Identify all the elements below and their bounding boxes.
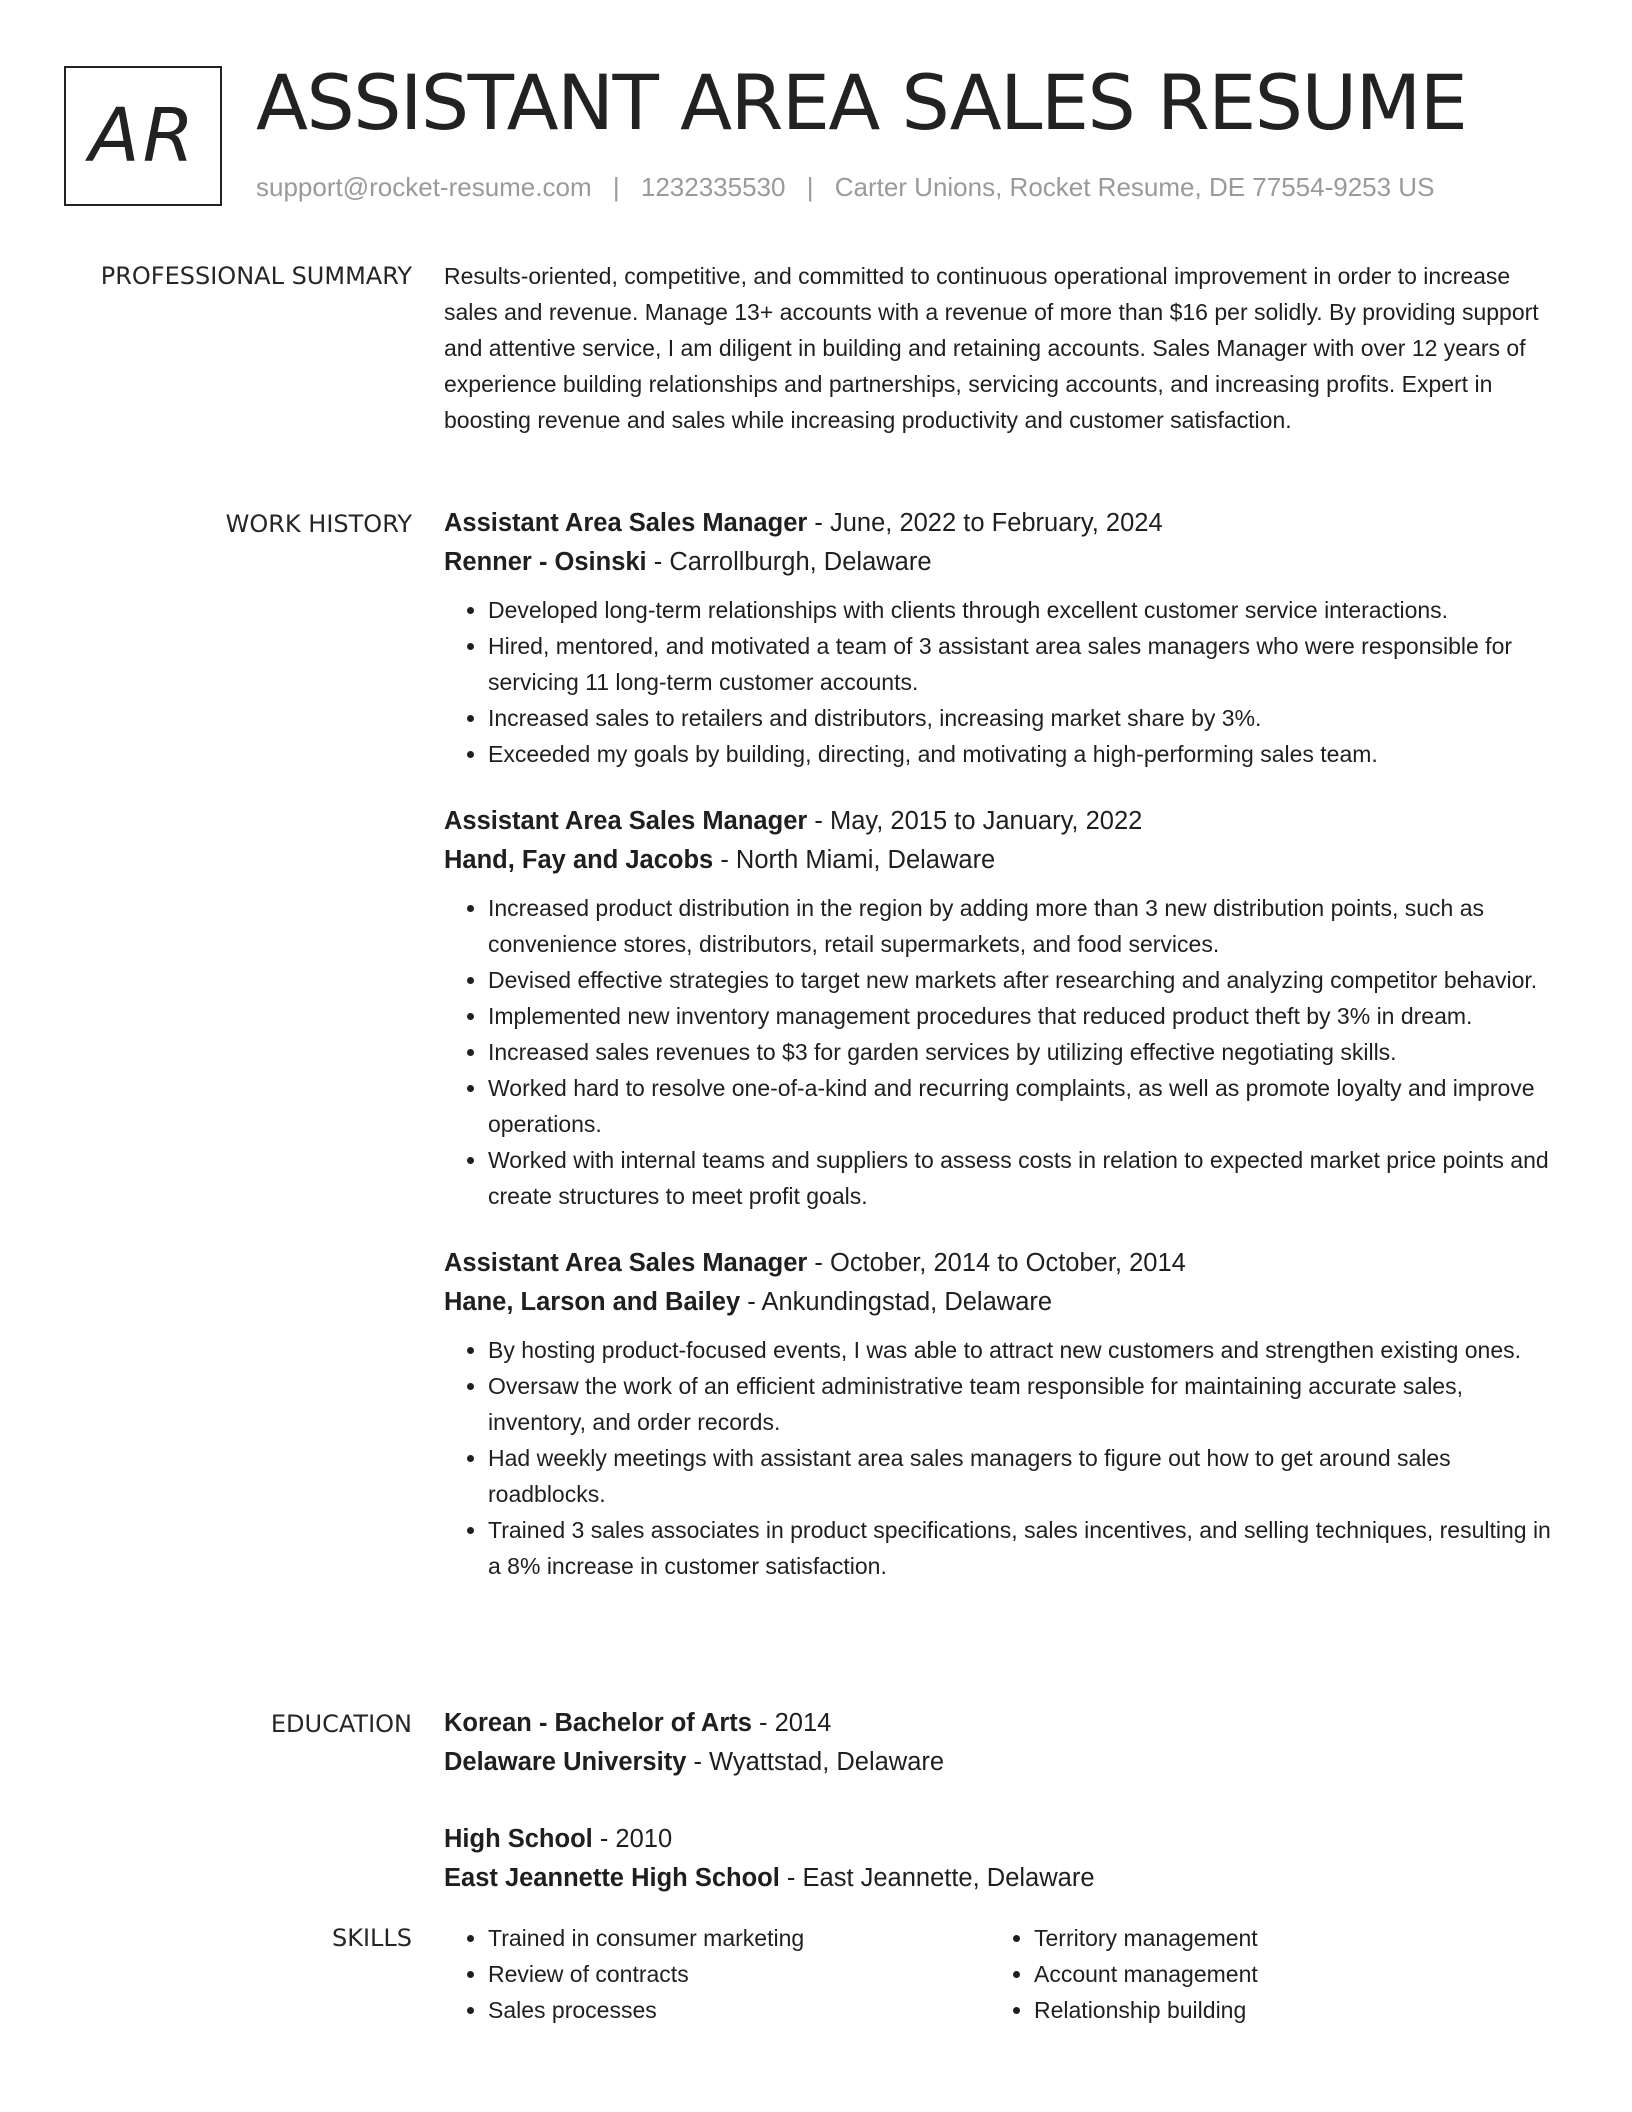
- job-role: Assistant Area Sales Manager: [444, 1249, 808, 1277]
- education-location: - Wyattstad, Delaware: [693, 1748, 945, 1776]
- job-role: Assistant Area Sales Manager: [444, 807, 808, 835]
- job-company-line: [444, 841, 1554, 880]
- job-bullet: • Oversaw the work of an efficient administrative team responsible for maintaining accurate sales, inventory, and order records.: [488, 1368, 1554, 1440]
- job-entry: [444, 802, 1554, 1214]
- education-school: East Jeannette High School: [444, 1864, 780, 1892]
- monogram-box: [64, 66, 222, 206]
- education-degree-line: [444, 1820, 1554, 1859]
- contact-separator: |: [612, 172, 620, 202]
- resume-title: ASSISTANT AREA SALES RESUME: [256, 58, 1467, 147]
- job-bullet: • Devised effective strategies to target new markets after researching and analyzing competitor behavior.: [488, 962, 1554, 998]
- contact-phone: 1232335530: [640, 172, 786, 202]
- job-bullet: • Worked with internal teams and suppliers to assess costs in relation to expected market price points and create structures to meet profit goals.: [488, 1142, 1554, 1214]
- job-location: - North Miami, Delaware: [720, 846, 996, 874]
- job-bullet: • Increased sales to retailers and distributors, increasing market share by 3%.: [488, 700, 1554, 736]
- job-company: Hane, Larson and Bailey: [444, 1288, 741, 1316]
- job-role: Assistant Area Sales Manager: [444, 509, 808, 537]
- job-company: Renner - Osinski: [444, 548, 647, 576]
- education-year: - 2010: [599, 1825, 673, 1853]
- section-title-summary: PROFESSIONAL SUMMARY: [100, 262, 412, 290]
- job-location: - Ankundingstad, Delaware: [747, 1288, 1053, 1316]
- skill-item: • Account management: [1034, 1956, 1536, 1992]
- job-bullet: • Had weekly meetings with assistant area sales managers to figure out how to get around sales roadblocks.: [488, 1440, 1554, 1512]
- contact-address: Carter Unions, Rocket Resume, DE 77554-9253 US: [834, 172, 1435, 202]
- skills-column-left: [444, 1920, 990, 2028]
- job-bullet: • Hired, mentored, and motivated a team of 3 assistant area sales managers who were responsible for servicing 11 long-term customer accounts.: [488, 628, 1554, 700]
- section-title-work-history: WORK HISTORY: [225, 510, 412, 538]
- job-bullets: [444, 1332, 1554, 1584]
- skill-item: • Sales processes: [488, 1992, 990, 2028]
- job-bullet: • Increased product distribution in the region by adding more than 3 new distribution points, such as convenience stores, distributors, retail supermarkets, and food services.: [488, 890, 1554, 962]
- skill-item: • Relationship building: [1034, 1992, 1536, 2028]
- contact-separator: |: [806, 172, 814, 202]
- contact-email: support@rocket-resume.com: [256, 172, 592, 202]
- work-history-content: [444, 504, 1554, 1614]
- education-school-line: [444, 1859, 1554, 1898]
- education-content: [444, 1704, 1554, 1936]
- job-bullet: • Increased sales revenues to $3 for garden services by utilizing effective negotiating skills.: [488, 1034, 1554, 1070]
- education-degree: Korean - Bachelor of Arts: [444, 1709, 752, 1737]
- job-bullet: • Worked hard to resolve one-of-a-kind and recurring complaints, as well as promote loyalty and improve operations.: [488, 1070, 1554, 1142]
- summary-text: Results-oriented, competitive, and committed to continuous operational improvement in order to increase sales and revenue. Manage 13+ accounts with a revenue of more than $16 per solidly. By providing support and attentive service, I am diligent in building and retaining accounts. Sales Manager with over 12 years of experience building relationships and partnerships, servicing accounts, and increasing profits. Expert in boosting revenue and sales while increasing productivity and customer satisfaction.: [444, 263, 1539, 433]
- section-title-education: EDUCATION: [270, 1710, 412, 1738]
- job-dates: - May, 2015 to January, 2022: [814, 807, 1143, 835]
- job-bullets: [444, 592, 1554, 772]
- education-school-line: [444, 1743, 1554, 1782]
- education-location: - East Jeannette, Delaware: [786, 1864, 1095, 1892]
- job-company: Hand, Fay and Jacobs: [444, 846, 714, 874]
- section-title-skills: SKILLS: [331, 1924, 412, 1952]
- skills-column-right: [990, 1920, 1536, 2028]
- education-entry: [444, 1820, 1554, 1898]
- contact-line: [256, 172, 1434, 203]
- job-bullets: [444, 890, 1554, 1214]
- education-year: - 2014: [759, 1709, 832, 1737]
- job-bullet: • Trained 3 sales associates in product specifications, sales incentives, and selling techniques, resulting in a 8% increase in customer satisfaction.: [488, 1512, 1554, 1584]
- job-entry: [444, 1244, 1554, 1584]
- education-entry: [444, 1704, 1554, 1782]
- skills-grid: [444, 1920, 1554, 2028]
- skill-item: • Territory management: [1034, 1920, 1536, 1956]
- job-dates: - October, 2014 to October, 2014: [814, 1249, 1186, 1277]
- job-title-line: [444, 504, 1554, 543]
- job-bullet: • Developed long-term relationships with clients through excellent customer service interactions.: [488, 592, 1554, 628]
- job-bullet: • Implemented new inventory management procedures that reduced product theft by 3% in dream.: [488, 998, 1554, 1034]
- skill-item: • Review of contracts: [488, 1956, 990, 1992]
- job-entry: [444, 504, 1554, 772]
- education-school: Delaware University: [444, 1748, 687, 1776]
- job-title-line: [444, 1244, 1554, 1283]
- education-degree: High School: [444, 1825, 593, 1853]
- job-dates: - June, 2022 to February, 2024: [814, 509, 1163, 537]
- education-degree-line: [444, 1704, 1554, 1743]
- job-company-line: [444, 1283, 1554, 1322]
- job-location: - Carrollburgh, Delaware: [653, 548, 932, 576]
- job-bullet: • Exceeded my goals by building, directing, and motivating a high-performing sales team.: [488, 736, 1554, 772]
- job-title-line: [444, 802, 1554, 841]
- job-bullet: • By hosting product-focused events, I was able to attract new customers and strengthen existing ones.: [488, 1332, 1554, 1368]
- summary-content: [444, 258, 1554, 438]
- skill-item: • Trained in consumer marketing: [488, 1920, 990, 1956]
- monogram-initials: AR: [88, 93, 198, 179]
- job-company-line: [444, 543, 1554, 582]
